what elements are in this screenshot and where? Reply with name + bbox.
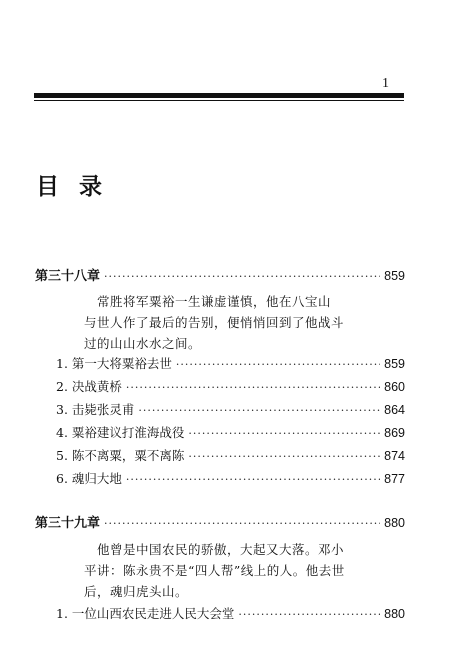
leader-dots [188, 450, 380, 463]
toc-entry[interactable] [56, 446, 405, 464]
entry-title: 1. 第一大将粟裕去世 [56, 356, 172, 371]
entry-title: 5. 陈不离粟，粟不离陈 [56, 448, 185, 463]
toc-title: 目录 [36, 174, 122, 200]
chapter-page: 880 [384, 516, 405, 530]
leader-dots [104, 270, 380, 283]
summary-line: 他曾是中国农民的骄傲，大起又大落。邓小 [84, 542, 345, 557]
leader-dots [126, 381, 380, 394]
leader-dots [238, 608, 380, 621]
leader-dots [188, 427, 380, 440]
entry-page: 860 [384, 380, 405, 394]
chapter-title: 第三十八章 [35, 269, 101, 284]
page-number: 1 [382, 76, 389, 91]
summary-line: 常胜将军粟裕一生谦虚谨慎，他在八宝山 [84, 294, 332, 309]
entry-page: 880 [384, 607, 405, 621]
toc-entry[interactable] [56, 400, 405, 418]
entry-page: 869 [384, 426, 405, 440]
entry-title: 6. 魂归大地 [56, 471, 122, 486]
leader-dots [126, 473, 380, 486]
chapter-summary-38 [84, 291, 374, 354]
chapter-entry-38[interactable] [35, 265, 405, 283]
header-rule-thick [34, 93, 404, 98]
entry-title: 4. 粟裕建议打淮海战役 [56, 425, 185, 440]
entry-page: 877 [384, 472, 405, 486]
summary-line: 平讲：陈永贵不是“四人帮”线上的人。他去世 [84, 563, 345, 578]
toc-entry[interactable] [56, 469, 405, 487]
leader-dots [176, 358, 380, 371]
chapter-summary-39 [84, 539, 374, 602]
toc-entry[interactable] [56, 354, 405, 372]
leader-dots [138, 404, 380, 417]
entry-title: 2. 决战黄桥 [56, 379, 122, 394]
chapter-title: 第三十九章 [35, 516, 101, 531]
chapter-page: 859 [384, 269, 405, 283]
entry-page: 864 [384, 403, 405, 417]
header-rule-thin [34, 100, 404, 101]
leader-dots [104, 517, 380, 530]
toc-entry[interactable] [56, 423, 405, 441]
toc-entry[interactable] [56, 604, 405, 622]
summary-line: 过的山山水水之间。 [84, 336, 202, 351]
summary-line: 后，魂归虎头山。 [84, 584, 189, 599]
summary-line: 与世人作了最后的告别，便悄悄回到了他战斗 [84, 315, 345, 330]
entry-title: 1. 一位山西农民走进人民大会堂 [56, 606, 235, 621]
entry-page: 859 [384, 357, 405, 371]
chapter-entry-39[interactable] [35, 512, 405, 530]
toc-entry[interactable] [56, 377, 405, 395]
entry-page: 874 [384, 449, 405, 463]
entry-title: 3. 击毙张灵甫 [56, 402, 135, 417]
